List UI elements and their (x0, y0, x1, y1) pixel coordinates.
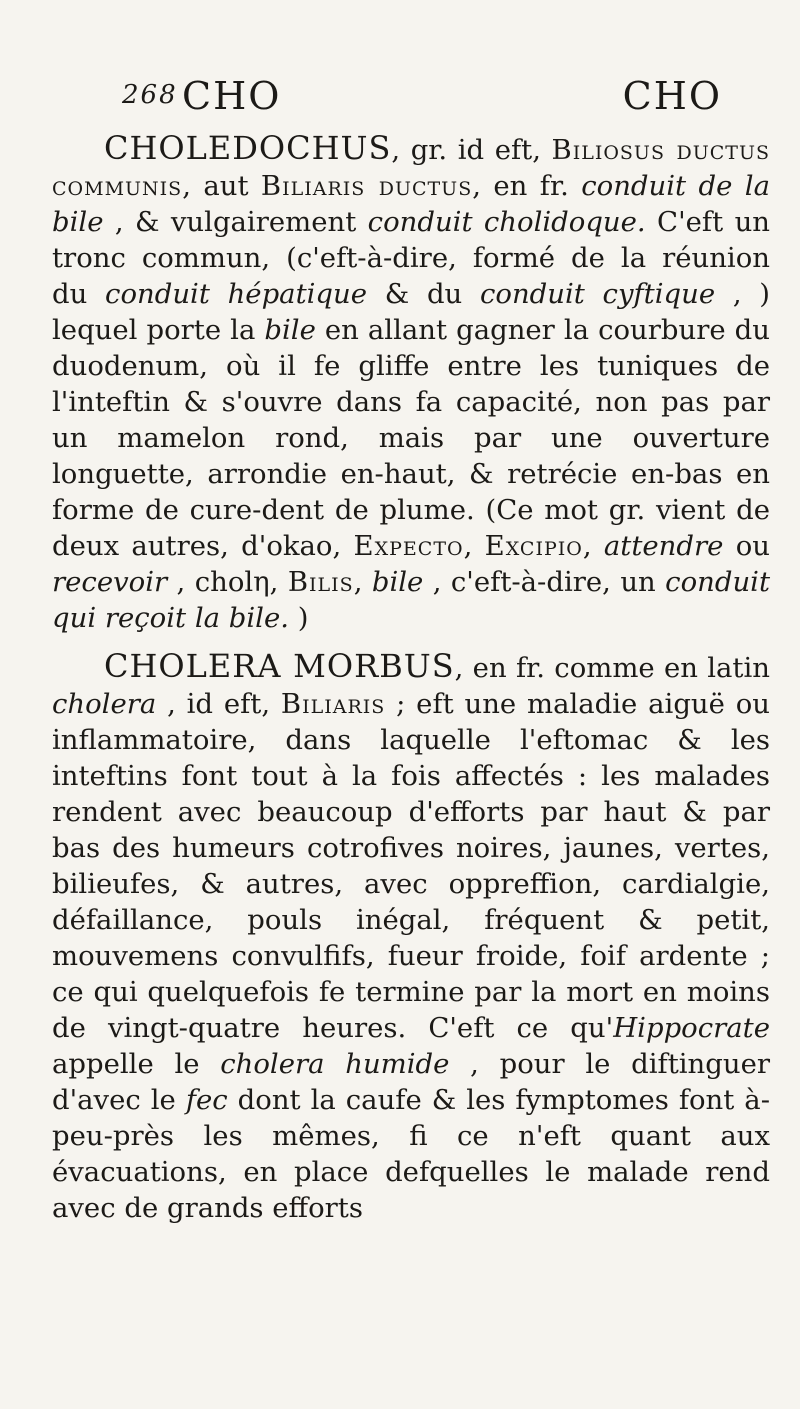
small-caps-term: Biliaris (280, 688, 386, 720)
header-right-word: CHO (622, 74, 722, 118)
text-run: , aut (182, 170, 261, 202)
small-caps-term: Biliosus ductus communis (52, 134, 771, 202)
text-run: , & vulgairement (103, 206, 368, 238)
text-run: , (353, 566, 372, 598)
text-run: , c'eft-à-dire, un (423, 566, 666, 598)
text-run: , cholη, (167, 566, 288, 598)
text-run: ) (288, 602, 309, 634)
dictionary-entry (52, 130, 770, 636)
entry-headword: CHOLEDOCHUS (104, 129, 392, 167)
text-run: , en fr. (472, 170, 582, 202)
text-run: , en fr. comme en latin (454, 652, 770, 684)
italic-term: conduit hépatique (105, 278, 368, 310)
entry-headword: CHOLERA MORBUS (104, 647, 455, 685)
text-run: dont la caufe & les fymptomes font à-peu-près les mêmes, fi ce n'eft quant aux évacuations, en place defquelles le malade rend avec de grands efforts (52, 1084, 770, 1224)
italic-term: conduit de la bile (52, 170, 770, 238)
italic-term: conduit cholidoque. (367, 206, 646, 238)
page-number: 268 (122, 80, 178, 110)
text-run: , pour le diftinguer d'avec le (52, 1048, 770, 1116)
text-run: & du (367, 278, 480, 310)
small-caps-term: Bilis (287, 566, 354, 598)
text-run: C'eft un tronc commun, (c'eft-à-dire, formé de la réunion du (52, 206, 770, 310)
italic-term: cholera humide (220, 1048, 450, 1080)
entry-body (52, 652, 770, 1224)
text-run: ; eft une maladie aiguë ou inflammatoire, dans laquelle l'eftomac & les inteftins font tout à la fois affectés : les malades rendent avec beaucoup d'efforts par haut & par bas des humeurs cotrofives noires, jaunes, vertes, bilieufes, & autres, avec oppreffion, cardialgie, défaillance, pouls inégal, fréquent & petit, mouvemens convulfifs, fueur froide, foif ardente ; ce qui quelquefois fe termine par la mort en moins de vingt-quatre heures. C'eft ce qu' (52, 688, 770, 1044)
italic-term: conduit qui reçoit la bile. (52, 566, 771, 634)
italic-term: Hippocrate (613, 1012, 770, 1044)
text-run: , (463, 530, 485, 562)
italic-term: bile (264, 314, 316, 346)
text-column (52, 130, 770, 1238)
header-left-word: CHO (182, 74, 282, 118)
italic-term: cholera (52, 688, 157, 720)
text-run: , (582, 530, 604, 562)
text-run: , gr. id eft, (391, 134, 552, 166)
small-caps-term: Expecto (353, 530, 464, 562)
italic-term: fec (185, 1084, 228, 1116)
italic-term: recevoir (52, 566, 168, 598)
italic-term: bile (371, 566, 424, 598)
dictionary-entry (52, 648, 770, 1226)
text-run: appelle le (52, 1048, 221, 1080)
italic-term: conduit cyftique (480, 278, 716, 310)
text-run: , ) lequel porte la (52, 278, 771, 346)
text-run: , id eft, (156, 688, 281, 720)
italic-term: attendre (603, 530, 724, 562)
text-run: en allant gagner la courbure du duodenum, où il fe gliffe entre les tuniques de l'inteftin & s'ouvre dans fa capacité, non pas par un mamelon rond, mais par une ouverture longuette, arrondie en-haut, & retrécie en-bas en forme de cure-dent de plume. (Ce mot gr. vient de deux autres, d'okao, (52, 314, 770, 562)
running-header (122, 74, 722, 124)
entry-body (52, 134, 770, 634)
text-run: ou (723, 530, 771, 562)
small-caps-term: Biliaris ductus (260, 170, 473, 202)
small-caps-term: Excipio (484, 530, 583, 562)
